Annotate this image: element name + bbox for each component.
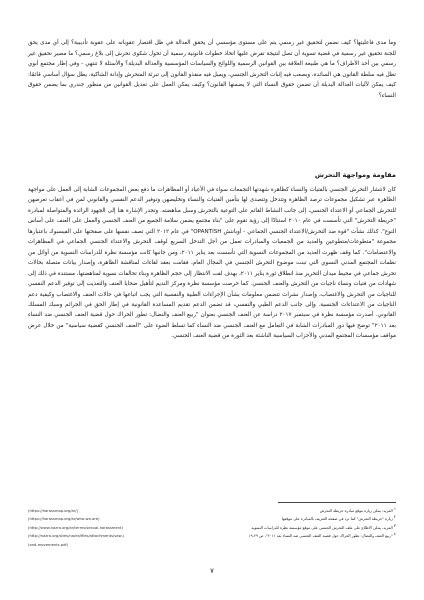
footnote-mark: ١	[393, 505, 396, 511]
footnote-link[interactable]: (http://nazra.org/sites/nazra/files/attachments/vaw-)	[28, 534, 125, 539]
footnote-link[interactable]: (https://harassmap.org/ar/who-we-are)	[28, 517, 100, 522]
footnote-item	[28, 524, 396, 532]
footnote-divider	[278, 502, 396, 503]
footnote-link[interactable]: (and-movements.pdf)	[28, 542, 69, 547]
intro-paragraph: وما مدى فاعليتها؟ كيف نضمن لتحقيق غير رسمي يتم على مستوى مؤسسي أن يحقق العدالة في ظل اقتصار عقوباته على عقوبة تأديبية؟ إلى أي مدى يحق للجنة تحقيق غير رسمية في قضية تسوية أن تصل لنتيجة تفرض عليها اتخاذ خطوات قانونية رسمية أن تحول شكوى تحرش إلى بلاغ رسمي؟ ما مصير تحقيق غير رسمي بين أحد الأطراف؟ ما هي طبيعة العلاقة بين القوانين الرسمية واللوائح والسياسات المؤسسية والعدالة البديلة؟ والأسئلة لا تنتهي - وفي إطار مجتمع أبوي تظل فيه سلطة القانون هي السائدة، وبصعب فيه إثبات التحرش الجنسي، ويميل فيه منفذو القانون إلى تبرئة المتحرش وإدانة الشاكية، يظل سؤال أساسي قائمًا: كيف يمكن لآليات العدالة البديلة أن تضمن حقوق النساء التي لا يضمنها القانون؟ وكيف يمكن العمل على تعديل القوانين من منظور جندري بما يضمن حقوق النساء؟	[28, 40, 396, 99]
footnote-item	[28, 507, 396, 515]
footnote-mark: ٢	[393, 514, 396, 520]
footnote-item	[28, 541, 396, 549]
footnote-item	[28, 532, 396, 540]
footnote-text: المزيد: يمكن زيارة موقع مبادرة خريطة التحرش	[319, 509, 393, 513]
footnote-text: "ربيع العنف والنضال: تطور الحراك حول قضية العنف الجنسي ضد النساء بعد ٢٠١١"، ص ٢٩-١٩	[248, 534, 393, 539]
document-page	[28, 0, 396, 600]
footnote-text: زيارة "خريطة التحرش" كما ترد في صفحة التعريف بالمبادرة على موقعها	[281, 517, 393, 522]
section-heading: مقاومة ومواجهة التحرش	[314, 171, 396, 179]
footnote-mark: ٣	[393, 522, 396, 528]
page-number: ٧	[210, 567, 214, 575]
footnote-item	[28, 515, 396, 523]
main-paragraph: كان لانتشار التحرش الجنسي بالفتيات والنساء كظاهرة شهدتها التجمعات سواء في الأعياد أو المظاهرات ما دفع بعض المجموعات الشابة إلى العمل على مواجهة الظاهرة عبر تشكيل مجموعات ترصد الظاهرة وتتدخل وتتصدى لها بتأمين الفتيات والنساء وتخليصهن وتوفير الدعم النفسي والقانوني لمن في أعقاب تعرضهن للتحرش الجماعي أو الاعتداء الجنسي، إلى جانب النشاط القائم على التوعية بالتحرش وسبل مناهضته. وتجدر الإشارة هنا إلى الجهود الرائدة والمتواصلة لمبادرة "خريطة التحرش" التي تأسست في عام ٢٠١٠ استنادًا إلى رؤية تقوم على "بناء مجتمع يضمن سلامة الجميع من العنف الجنسي والعمل على العنف على أساس النوع". كذلك نشأت "قوة ضد التحرش/الاعتداء الجنسي الجماعي - أوبانتش OPANTISH" في عام ٢٠١٢ التي تصف نفسها على صفحتها على الفيسبوك باعتبارها مجموعة "متطوعات/متطوعين والعديد من الجمعيات والمبادرات تعمل من أجل التدخل السريع لوقف التحرش والاعتداء الجنسي الجماعي في المظاهرات والاعتصامات". كما وقف ظهرت العديد من المجموعات النسوية التي تأسست بعد يناير ٢٠١١، ومن جانبها كانت مؤسسة نظرة للدراسات النسوية من أوائل من نظمات المجتمع المدني النسوي التي تبنت موضوع التحرش الجنسي في المجال العام، فقامت بعقد لقاءات لمناقشة الظاهرة، وإصدار بيانات متصلة بحالات تحرش جماعي في محيط ميدان التحرير منذ انطلاق ثورة يناير ٢٠١١، بهدف لفت الانتظار إلى حجم الظاهرة وبناء تحالفات نسوية لمناهضتها، مستندة في ذلك إلى شهادات من فتيات ونساء ناجيات من التحرش والعنف الجنسي. كما حرصت مؤسسة نظرة ومركز النديم لتأهيل ضحايا العنف والتعذيب إلى توفير الدعم النفسي للناجيات من التحرش والاغتصاب، وإصدار نشرات تتضمن معلومات بشأن الإجراءات الطبية والنفسية التي يجب اتباعها في حالات العنف والاغتصاب وكيفية دعم الناجيات من الاعتداءات الجنسية. وإلى جانب الدعم الطبي والنفسي، قد تضمن الدعم تقديم المساعدة القانونية في إطار الحق في الجرائم وسبك المسلك القانوني. أصدرت مؤسسة نظرة في سبتمبر ٢٠١٧ دراسة عن العنف الجنسي بعنوان "ربيع العنف والنضال: تطور الحراك حول قضية العنف الجنسي ضد النساء بعد ٢٠١١" توضح فيها دور المبادرات الشابة في التعامل مع العنف الجنسي ضد النساء كما تسلط الضوء على "العنف الجنسي كقضية سياسية" من خلال عرض مواقف مؤسسات المجتمع المدني والأحزاب السياسية الناشئة بعد الثورة من قضية العنف الجنسي.	[28, 187, 397, 340]
footnote-link[interactable]: (https://harassmap.org/ar/)	[28, 509, 78, 513]
footnote-link[interactable]: (http://www.nazra.org/ar/terms/sexual-harassment)	[28, 525, 123, 530]
footnotes-list	[28, 507, 396, 549]
footnote-text: المزيد، يمكن الاطلاع على ملف التحرش الجنسي على موقع مؤسسة نظرة للدراسات النسوية	[251, 525, 393, 530]
footnote-mark: ٤	[393, 530, 396, 536]
